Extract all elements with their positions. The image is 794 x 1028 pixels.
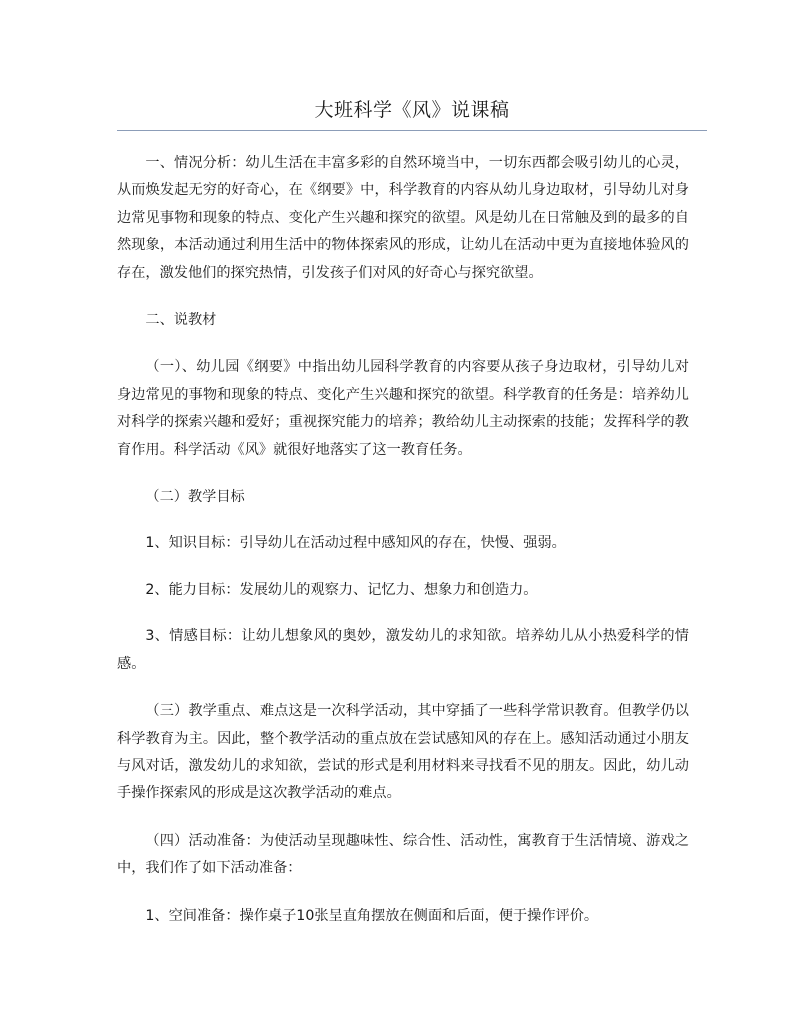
preparation-space: 1、空间准备：操作桌子10张呈直角摆放在侧面和后面，便于操作评价。 [145,907,599,924]
paragraph-preparation: （四）活动准备：为使活动呈现趣味性、综合性、活动性，寓教育于生活情境、游戏之中，我们作了如下活动准备： [117,832,689,877]
paragraph-guideline: （一）、幼儿园《纲要》中指出幼儿园科学教育的内容要从孩子身边取材，引导幼儿对身边常见的事物和现象的特点、变化产生兴趣和探究的欲望。科学教育的任务是：培养幼儿对科学的探索兴趣和爱好；重视探究能力的培养；教给幼儿主动探索的技能；发挥科学的教育作用。科学活动《风》就很好地落实了这一教育任务。 [117,359,689,458]
document-body [117,150,689,950]
goal-knowledge: 1、知识目标：引导幼儿在活动过程中感知风的存在，快慢、强弱。 [145,535,566,552]
paragraph-situation-analysis: 一、情况分析：幼儿生活在丰富多彩的自然环境当中，一切东西都会吸引幼儿的心灵，从而焕发起无穷的好奇心，在《纲要》中，科学教育的内容从幼儿身边取材，引导幼儿对身边常见事物和现象的特点、变化产生兴趣和探究的欲望。风是幼儿在日常触及到的最多的自然现象，本活动通过利用生活中的物体探索风的形成，让幼儿在活动中更为直接地体验风的存在，激发他们的探究热情，引发孩子们对风的好奇心与探究欲望。 [117,155,689,281]
heading-teaching-goals: （二）教学目标 [145,489,245,506]
paragraph-key-points: （三）教学重点、难点这是一次科学活动，其中穿插了一些科学常识教育。但教学仍以科学教育为主。因此，整个教学活动的重点放在尝试感知风的存在上。感知活动通过小朋友与风对话，激发幼儿的求知欲，尝试的形式是利用材料来寻找看不见的朋友。因此，幼儿动手操作探索风的形成是这次教学活动的难点。 [117,703,689,802]
title-divider [117,130,707,131]
document-title: 大班科学《风》说课稿 [314,99,510,121]
goal-ability: 2、能力目标：发展幼儿的观察力、记忆力、想象力和创造力。 [145,581,538,598]
goal-emotion: 3、情感目标：让幼儿想象风的奥妙，激发幼儿的求知欲。培养幼儿从小热爱科学的情感。 [117,628,689,672]
heading-teaching-material: 二、说教材 [145,312,217,329]
